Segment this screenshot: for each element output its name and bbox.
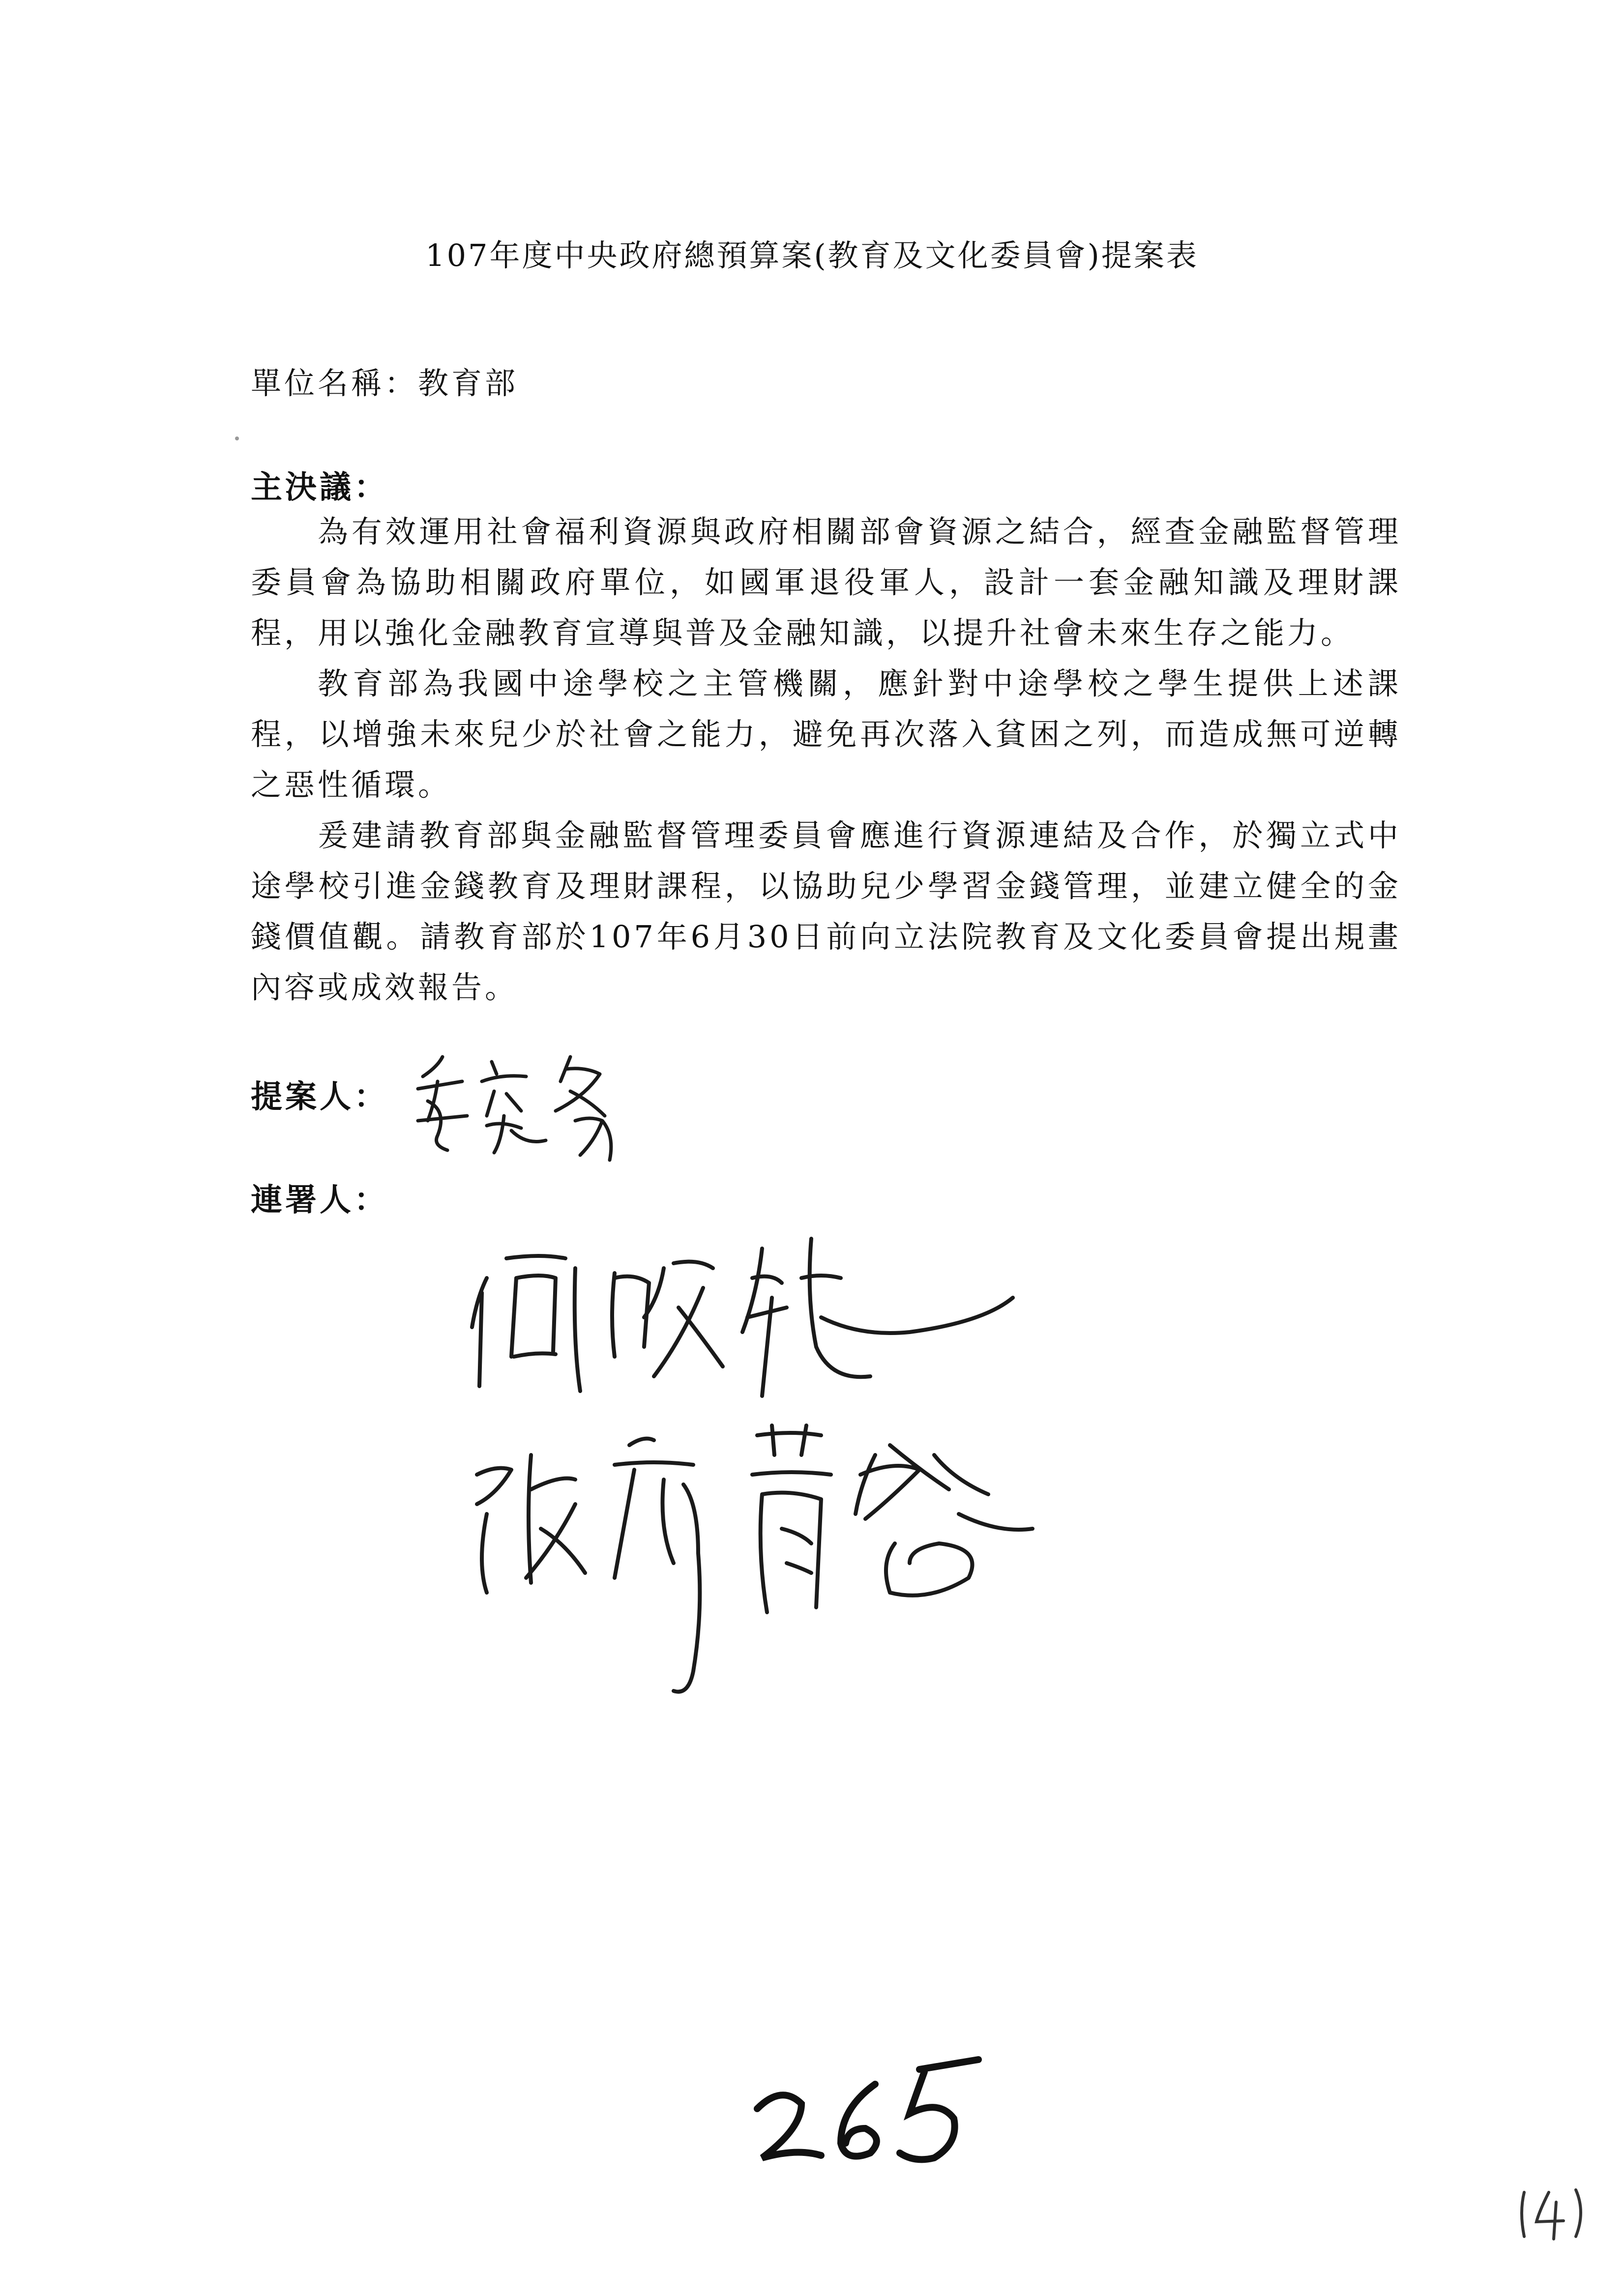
document-title: 107年度中央政府總預算案(教育及文化委員會)提案表 xyxy=(425,237,1199,273)
paragraph-3: 爰建請教育部與金融監督管理委員會應進行資源連結及合作，於獨立式中途學校引進金錢教育及理財課程，以協助兒少學習金錢管理，並建立健全的金錢價值觀。請教育部於107年6月30日前向立法院教育及文化委員會提出規畫內容或成效報告。 xyxy=(251,817,1401,1005)
paragraph-1: 為有效運用社會福利資源與政府相關部會資源之結合，經查金融監督管理委員會為協助相關政府單位，如國軍退役軍人，設計一套金融知識及理財課程，用以強化金融教育宣導與普及金融知識，以提升社會未來生存之能力。 xyxy=(251,514,1401,651)
cosigner-label: 連署人： xyxy=(251,1182,388,1219)
cosigner-signature-2 xyxy=(467,1416,1082,1720)
scan-speck xyxy=(235,436,239,440)
unit-name-line: 單位名稱：教育部 xyxy=(251,365,519,401)
cosigner-signature-1 xyxy=(467,1219,1047,1425)
handwritten-page-number xyxy=(742,2050,998,2178)
main-decision-label: 主決議： xyxy=(251,469,388,506)
decision-body xyxy=(251,506,1401,1013)
proposer-label: 提案人： xyxy=(251,1078,388,1115)
paragraph-2: 教育部為我國中途學校之主管機關，應針對中途學校之學生提供上述課程，以增強未來兒少於社會之能力，避免再次落入貧困之列，而造成無可逆轉之惡性循環。 xyxy=(251,666,1401,803)
handwritten-sheet-number xyxy=(1514,2182,1593,2246)
proposer-signature xyxy=(408,1047,639,1165)
